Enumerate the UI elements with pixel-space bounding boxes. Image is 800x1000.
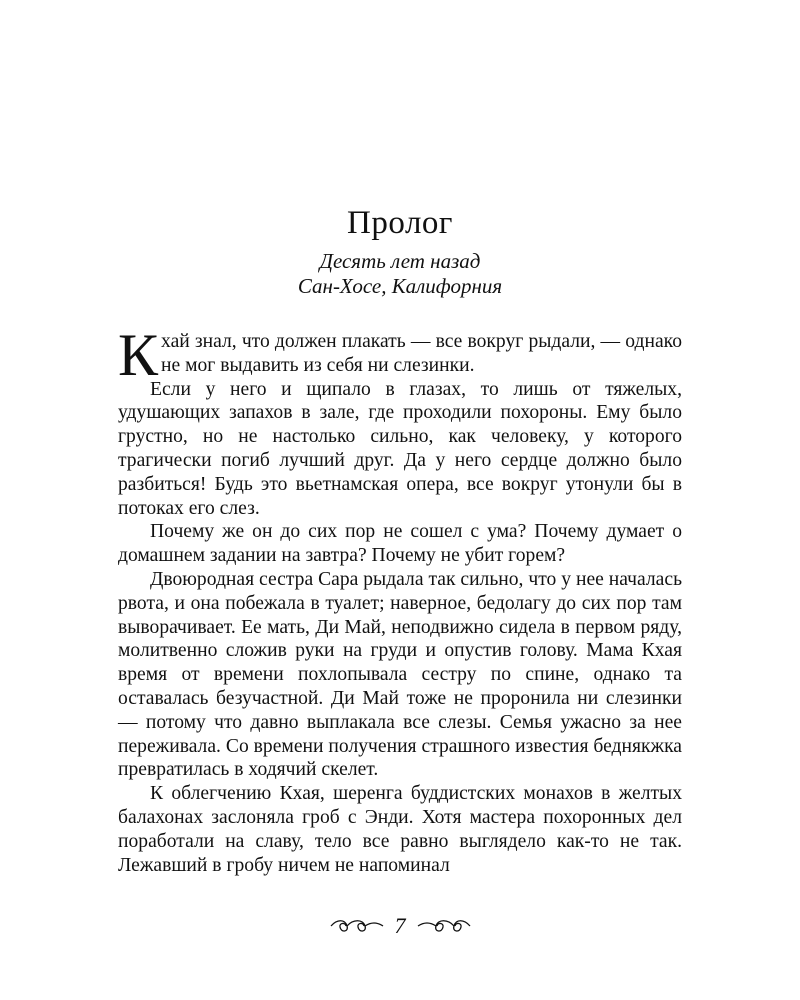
page-footer: [0, 913, 800, 939]
chapter-subtitle-place: Сан-Хосе, Калифорния: [297, 274, 503, 298]
paragraph-1-text: хай знал, что должен плакать — все вокруг рыдали, — однако не мог выдавить из себя ни слезинки.: [161, 331, 682, 376]
paragraph-4: Двоюродная сестра Сара рыдала так сильно, что у нее началась рвота, и она побежала в туалет; наверное, бедолагу до сих пор там выворачивает. Ее мать, Ди Май, неподвижно сидела в первом ряду, молитвенно сложив руки на груди и опустив голову. Мама Кхая время от времени похлопывала сестру по спине, однако та оставалась безучастной. Ди Май тоже не проронила ни слезинки — потому что давно выплакала все слезы. Семья ужасно за нее переживала. Со времени получения страшного известия беднякжка превратилась в ходячий скелет.: [118, 568, 682, 781]
body-text: [118, 322, 682, 877]
left-ornament-icon: [329, 916, 385, 936]
chapter-subtitle-time: Десять лет назад: [319, 249, 481, 273]
paragraph-1: [118, 322, 682, 388]
paragraph-3: Почему же он до сих пор не сошел с ума? Почему думает о домашнем задании на завтра? Почему не убит горем?: [118, 521, 682, 567]
chapter-title: Пролог: [347, 205, 453, 241]
drop-cap: К: [118, 322, 159, 388]
right-ornament-icon: [416, 916, 472, 936]
paragraph-2: Если у него и щипало в глазах, то лишь от тяжелых, удушающих запахов в зале, где проходили похороны. Ему было грустно, но не настолько сильно, как человеку, у которого трагически погиб лучший друг. Да у него сердце должно было разбиться! Будь это вьетнамская опера, все вокруг утонули бы в потоках его слез.: [118, 378, 682, 519]
page-number: 7: [394, 913, 406, 938]
paragraph-5: К облегчению Кхая, шеренга буддистских монахов в желтых балахонах заслоняла гроб с Энди. Хотя мастера похоронных дел поработали на славу, тело все равно выглядело как-то не так. Лежавший в гробу ничем не напоминал: [118, 783, 682, 876]
